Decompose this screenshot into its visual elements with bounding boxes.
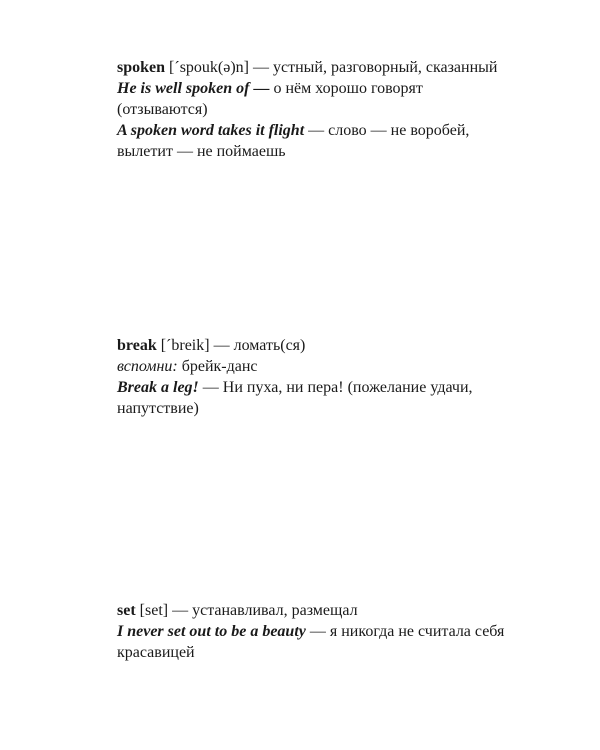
translation: — устанавливал, размещал — [172, 602, 358, 619]
note-text: брейк-данс — [181, 358, 258, 375]
entry-definition — [117, 57, 517, 78]
example-phrase: I never set out to be a beauty — [117, 623, 306, 640]
entry-spoken — [117, 57, 517, 162]
note-label: вспомни: — [117, 358, 178, 375]
example — [117, 78, 517, 120]
headword: break — [117, 337, 157, 354]
example-translation: — я никогда не считала себя красавицей — [117, 623, 505, 661]
entry-break — [117, 335, 517, 419]
example-phrase: He is well spoken of — — [117, 80, 270, 97]
example-translation: о нём хорошо говорят (отзываются) — [117, 80, 423, 118]
example-phrase: Break a leg! — [117, 379, 199, 396]
entry-definition — [117, 600, 517, 621]
example-phrase: A spoken word takes it flight — [117, 122, 305, 139]
example — [117, 621, 517, 663]
headword: spoken — [117, 59, 166, 76]
transcription: [ˊbreik] — [160, 337, 210, 354]
transcription: [set] — [139, 602, 169, 619]
translation: — ломать(ся) — [213, 337, 306, 354]
memory-note — [117, 356, 517, 377]
example — [117, 120, 517, 162]
entry-set — [117, 600, 517, 663]
transcription: [ˊspouk(ə)n] — [169, 59, 249, 76]
translation: — устный, разговорный, сказанный — [253, 59, 498, 76]
entry-definition — [117, 335, 517, 356]
example — [117, 377, 517, 419]
example-translation: — Ни пуха, ни пера! (пожелание удачи, напутствие) — [117, 379, 473, 417]
example-translation: — слово — не воробей, вылетит — не поймаешь — [117, 122, 470, 160]
headword: set — [117, 602, 136, 619]
